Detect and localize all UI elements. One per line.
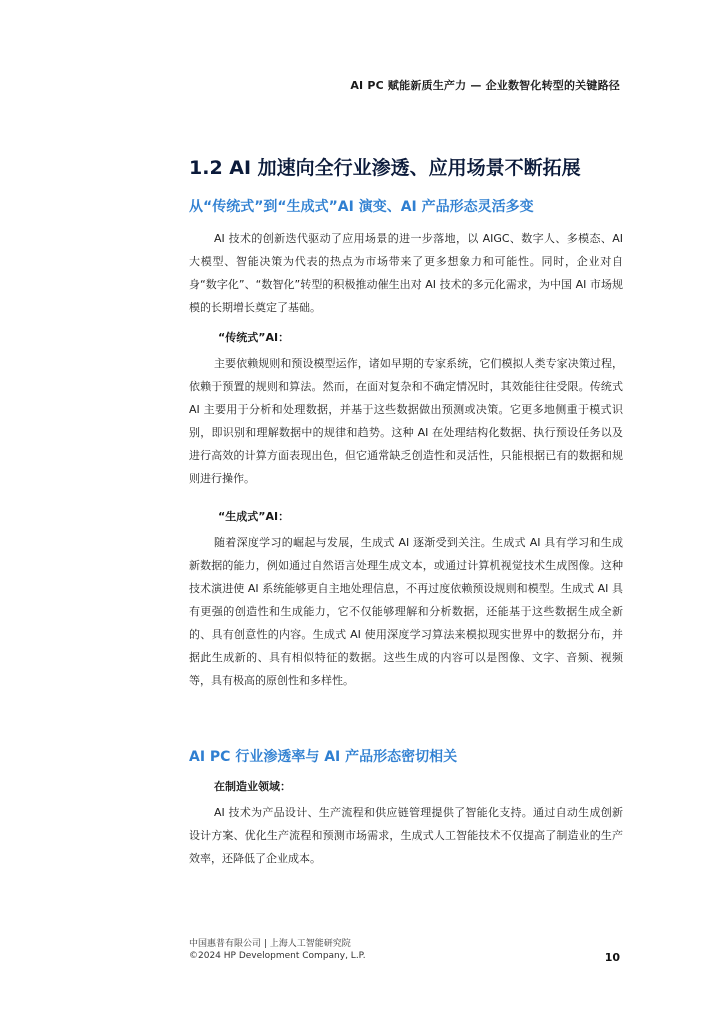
running-header: AI PC 赋能新质生产力 — 企业数智化转型的关键路径 [350, 79, 620, 92]
intro-paragraph: AI 技术的创新迭代驱动了应用场景的进一步落地，以 AIGC、数字人、多模态、AI 大模型、智能决策为代表的热点为市场带来了更多想象力和可能性。同时，企业对自身“数字化”、“数智化”转型的积极推动催生出对 AI 技术的多元化需求，为中国 AI 市场规模的长期增长奠定了基础。 [189, 232, 623, 314]
generative-ai-label: “生成式”AI： [218, 510, 290, 523]
subheading-ai-evolution: 从“传统式”到“生成式”AI 演变、AI 产品形态灵活多变 [189, 199, 534, 215]
footer-organizations: 中国惠普有限公司 | 上海人工智能研究院 [189, 939, 351, 949]
traditional-ai-paragraph: 主要依赖规则和预设模型运作，诸如早期的专家系统，它们模拟人类专家决策过程，依赖于预置的规则和算法。然而，在面对复杂和不确定情况时，其效能往往受限。传统式 AI 主要用于分析和处理数据，并基于这些数据做出预测或决策。它更多地侧重于模式识别，即识别和理解数据中的规律和趋势。这种 AI 在处理结构化数据、执行预设任务以及进行高效的计算方面表现出色，但它通常缺乏创造性和灵活性，只能根据已有的数据和规则进行操作。 [189, 357, 623, 485]
traditional-ai-label: “传统式”AI： [218, 331, 290, 344]
page-number: 10 [604, 951, 620, 964]
footer-copyright: ©2024 HP Development Company, L.P. [189, 951, 366, 961]
generative-ai-paragraph: 随着深度学习的崛起与发展，生成式 AI 逐渐受到关注。生成式 AI 具有学习和生成新数据的能力，例如通过自然语言处理生成文本，或通过计算机视觉技术生成图像。这种技术演进使 AI 系统能够更自主地处理信息，不再过度依赖预设规则和模型。生成式 AI 具有更强的创造性和生成能力，它不仅能够理解和分析数据，还能基于这些数据生成全新的、具有创意性的内容。生成式 AI 使用深度学习算法来模拟现实世界中的数据分布，并据此生成新的、具有相似特征的数据。这些生成的内容可以是图像、文字、音频、视频等，具有极高的原创性和多样性。 [189, 536, 623, 687]
section-title: 1.2 AI 加速向全行业渗透、应用场景不断拓展 [189, 157, 581, 179]
manufacturing-label: 在制造业领域： [214, 780, 291, 793]
subheading-penetration: AI PC 行业渗透率与 AI 产品形态密切相关 [189, 749, 458, 765]
manufacturing-paragraph: AI 技术为产品设计、生产流程和供应链管理提供了智能化支持。通过自动生成创新设计方案、优化生产流程和预测市场需求，生成式人工智能技术不仅提高了制造业的生产效率，还降低了企业成本。 [189, 806, 623, 865]
